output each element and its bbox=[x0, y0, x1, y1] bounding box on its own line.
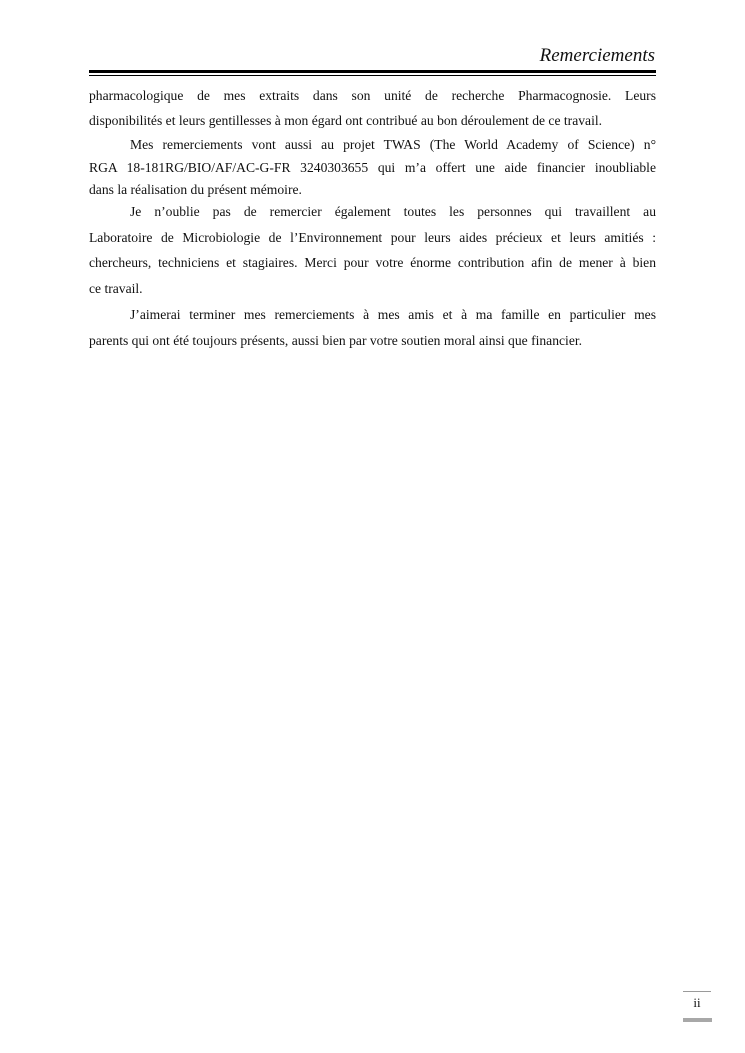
text-line: pharmacologique de mes extraits dans son unité de recherche Pharmacognosie. Leurs bbox=[89, 88, 656, 103]
text-line: RGA 18-181RG/BIO/AF/AC-G-FR 3240303655 qui m’a offert une aide financier inoubliable bbox=[89, 160, 656, 175]
text-line: parents qui ont été toujours présents, aussi bien par votre soutien moral ainsi que financier. bbox=[89, 333, 583, 348]
text-line: chercheurs, techniciens et stagiaires. Merci pour votre énorme contribution afin de mener à bien bbox=[89, 255, 656, 270]
text-line: Mes remerciements vont aussi au projet TWAS (The World Academy of Science) n° bbox=[130, 137, 656, 152]
text-line: Je n’oublie pas de remercier également toutes les personnes qui travaillent au bbox=[130, 204, 656, 219]
text-line: Laboratoire de Microbiologie de l’Environnement pour leurs aides précieux et leurs amitiés : bbox=[89, 230, 656, 245]
text-line: ce travail. bbox=[89, 281, 143, 296]
page-header-title: Remerciements bbox=[539, 45, 655, 66]
page-number: ii bbox=[693, 995, 701, 1010]
text-line: dans la réalisation du présent mémoire. bbox=[89, 182, 302, 197]
page-number-rule-top bbox=[683, 991, 711, 992]
text-line: J’aimerai terminer mes remerciements à mes amis et à ma famille en particulier mes bbox=[130, 307, 656, 322]
page-number-rule-bottom bbox=[683, 1018, 712, 1022]
header-rule-thick bbox=[89, 70, 656, 73]
header-rule-thin bbox=[89, 75, 656, 76]
text-line: disponibilités et leurs gentillesses à mon égard ont contribué au bon déroulement de ce travail. bbox=[89, 113, 603, 128]
